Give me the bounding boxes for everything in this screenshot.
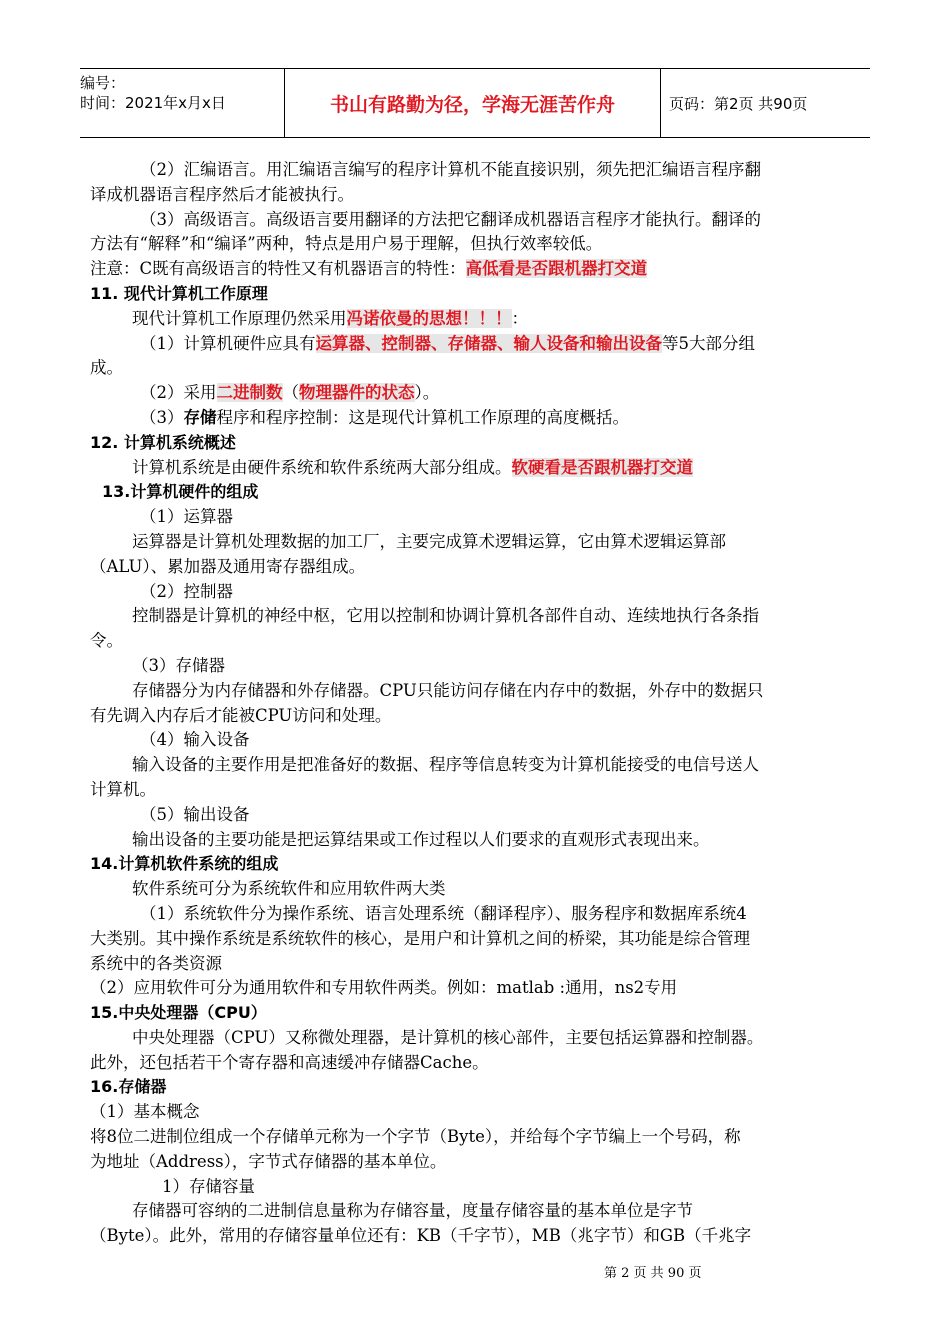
- text-line: [90, 183, 870, 208]
- document-body: [90, 158, 870, 1249]
- text-segment: 程序和程序控制：这是现代计算机工作原理的高度概括。: [216, 407, 629, 427]
- text-line: [90, 629, 870, 654]
- text-segment: （4）输入设备: [140, 730, 250, 750]
- text-line: [90, 158, 870, 183]
- text-segment: 大类别。其中操作系统是系统软件的核心，是用户和计算机之间的桥梁，其功能是综合管理: [90, 928, 750, 948]
- text-segment: 控制器是计算机的神经中枢，它用以控制和协调计算机各部件自动、连续地执行各条指: [132, 606, 759, 626]
- text-line: [90, 679, 870, 704]
- text-line: [90, 208, 870, 233]
- text-line: [90, 356, 870, 381]
- text-segment: 为地址（Address），字节式存储器的基本单位。: [90, 1151, 447, 1171]
- text-line: [90, 282, 870, 307]
- text-segment: （1）基本概念: [90, 1102, 200, 1122]
- text-line: [90, 1026, 870, 1051]
- text-line: [90, 604, 870, 629]
- text-segment: 有先调入内存后才能被CPU访问和处理。: [90, 705, 392, 725]
- text-segment: （1）计算机硬件应具有: [140, 333, 316, 353]
- text-line: [90, 1100, 870, 1125]
- header-motto: 书山有路勤为径，学海无涯苦作舟: [285, 69, 661, 137]
- text-segment: （2）采用: [140, 383, 217, 403]
- text-line: [90, 704, 870, 729]
- header-number: 编号：: [80, 74, 126, 92]
- text-line: [90, 505, 870, 530]
- highlighted-text: 软硬看是否跟机器打交道: [511, 457, 693, 477]
- text-segment: 注意：C既有高级语言的特性又有机器语言的特性：: [90, 259, 466, 279]
- text-line: [90, 753, 870, 778]
- text-segment: 计算机。: [90, 779, 156, 799]
- text-segment: 现代计算机工作原理仍然采用: [132, 308, 347, 328]
- text-segment: （ALU）、累加器及通用寄存器组成。: [90, 556, 366, 576]
- text-line: [90, 332, 870, 357]
- text-line: [90, 902, 870, 927]
- header-page-number: 页码：第2页 共90页: [669, 94, 808, 113]
- text-line: [90, 1075, 870, 1100]
- text-line: [90, 431, 870, 456]
- text-segment: 软件系统可分为系统软件和应用软件两大类: [132, 879, 446, 899]
- text-segment: （2）控制器: [140, 581, 233, 601]
- text-line: [90, 555, 870, 580]
- text-line: [90, 1001, 870, 1026]
- text-line: [90, 406, 870, 431]
- text-segment: 存储器可容纳的二进制信息量称为存储容量，度量存储容量的基本单位是字节: [132, 1201, 693, 1221]
- text-segment: （Byte）。此外，常用的存储容量单位还有：KB（千字节），MB（兆字节）和GB（千兆字: [90, 1226, 752, 1246]
- text-line: [90, 530, 870, 555]
- text-line: [90, 803, 870, 828]
- text-line: [90, 1051, 870, 1076]
- text-segment: 输出设备的主要功能是把运算结果或工作过程以人们要求的直观形式表现出来。: [132, 829, 710, 849]
- text-line: [90, 480, 870, 505]
- text-line: [90, 307, 870, 332]
- text-line: [90, 381, 870, 406]
- text-line: [90, 257, 870, 282]
- text-line: [90, 952, 870, 977]
- text-segment: 1）存储容量: [162, 1176, 255, 1196]
- header-meta: [80, 69, 285, 137]
- text-line: [90, 232, 870, 257]
- text-segment: 译成机器语言程序然后才能被执行。: [90, 184, 354, 204]
- text-line: [90, 778, 870, 803]
- page-footer: 第 2 页 共 90 页: [604, 1266, 702, 1281]
- text-segment: （5）输出设备: [140, 804, 250, 824]
- text-segment: （3）存储器: [132, 655, 225, 675]
- text-segment: （: [282, 383, 299, 403]
- section-heading: 14.计算机软件系统的组成: [90, 854, 279, 874]
- text-segment: 系统中的各类资源: [90, 953, 222, 973]
- text-line: [90, 728, 870, 753]
- text-segment: 此外，还包括若干个寄存器和高速缓冲存储器Cache。: [90, 1052, 489, 1072]
- text-line: [90, 580, 870, 605]
- text-line: [90, 976, 870, 1001]
- text-segment: 运算器是计算机处理数据的加工厂，主要完成算术逻辑运算，它由算术逻辑运算部: [132, 531, 726, 551]
- text-line: [90, 1199, 870, 1224]
- text-line: [90, 1224, 870, 1249]
- text-line: [90, 927, 870, 952]
- text-segment: （3）高级语言。高级语言要用翻译的方法把它翻译成机器语言程序才能执行。翻译的: [140, 209, 761, 229]
- text-segment: 成。: [90, 358, 123, 378]
- text-segment: 中央处理器（CPU）又称微处理器，是计算机的核心部件，主要包括运算器和控制器。: [132, 1027, 764, 1047]
- text-segment: 方法有“解释”和“编译”两种，特点是用户易于理解，但执行效率较低。: [90, 234, 603, 254]
- text-line: [90, 1125, 870, 1150]
- text-segment: 将8位二进制位组成一个存储单元称为一个字节（Byte），并给每个字节编上一个号码，称: [90, 1127, 741, 1147]
- text-segment: 存储: [183, 407, 217, 427]
- highlighted-text: 冯诺依曼的思想！！！: [346, 308, 512, 328]
- text-segment: （1）系统软件分为操作系统、语言处理系统（翻译程序）、服务程序和数据库系统4: [140, 903, 747, 923]
- text-segment: 令。: [90, 631, 123, 651]
- text-line: [90, 1175, 870, 1200]
- text-line: [90, 1150, 870, 1175]
- section-heading: 15.中央处理器（CPU）: [90, 1003, 267, 1023]
- text-line: [90, 852, 870, 877]
- text-segment: （2）汇编语言。用汇编语言编写的程序计算机不能直接识别，须先把汇编语言程序翻: [140, 160, 761, 179]
- text-segment: 输入设备的主要作用是把准备好的数据、程序等信息转变为计算机能接受的电信号送人: [132, 755, 759, 775]
- text-segment: （3）: [140, 407, 184, 427]
- text-line: [90, 828, 870, 853]
- text-segment: ：: [511, 308, 528, 328]
- text-line: [90, 877, 870, 902]
- text-segment: （1）运算器: [140, 507, 233, 527]
- page-header: [80, 68, 870, 138]
- highlighted-text: 物理器件的状态: [299, 383, 415, 403]
- text-segment: 等5大部分组: [662, 333, 755, 353]
- highlighted-text: 二进制数: [216, 383, 283, 403]
- header-time: 时间：2021年x月x日: [80, 94, 226, 112]
- section-heading: 16.存储器: [90, 1077, 167, 1097]
- highlighted-text: 运算器、控制器、存储器、输人设备和输出设备: [315, 333, 662, 353]
- text-segment: 计算机系统是由硬件系统和软件系统两大部分组成。: [132, 457, 512, 477]
- text-segment: ）。: [414, 383, 440, 403]
- text-line: [90, 654, 870, 679]
- section-heading: 13.计算机硬件的组成: [102, 482, 259, 502]
- highlighted-text: 高低看是否跟机器打交道: [465, 259, 648, 279]
- section-heading: 12. 计算机系统概述: [90, 432, 236, 452]
- text-line: [90, 456, 870, 481]
- text-segment: （2）应用软件可分为通用软件和专用软件两类。例如：matlab :通用，ns2专用: [90, 978, 678, 998]
- section-heading: 11. 现代计算机工作原理: [90, 283, 268, 303]
- text-segment: 存储器分为内存储器和外存储器。CPU只能访问存储在内存中的数据，外存中的数据只: [132, 680, 764, 700]
